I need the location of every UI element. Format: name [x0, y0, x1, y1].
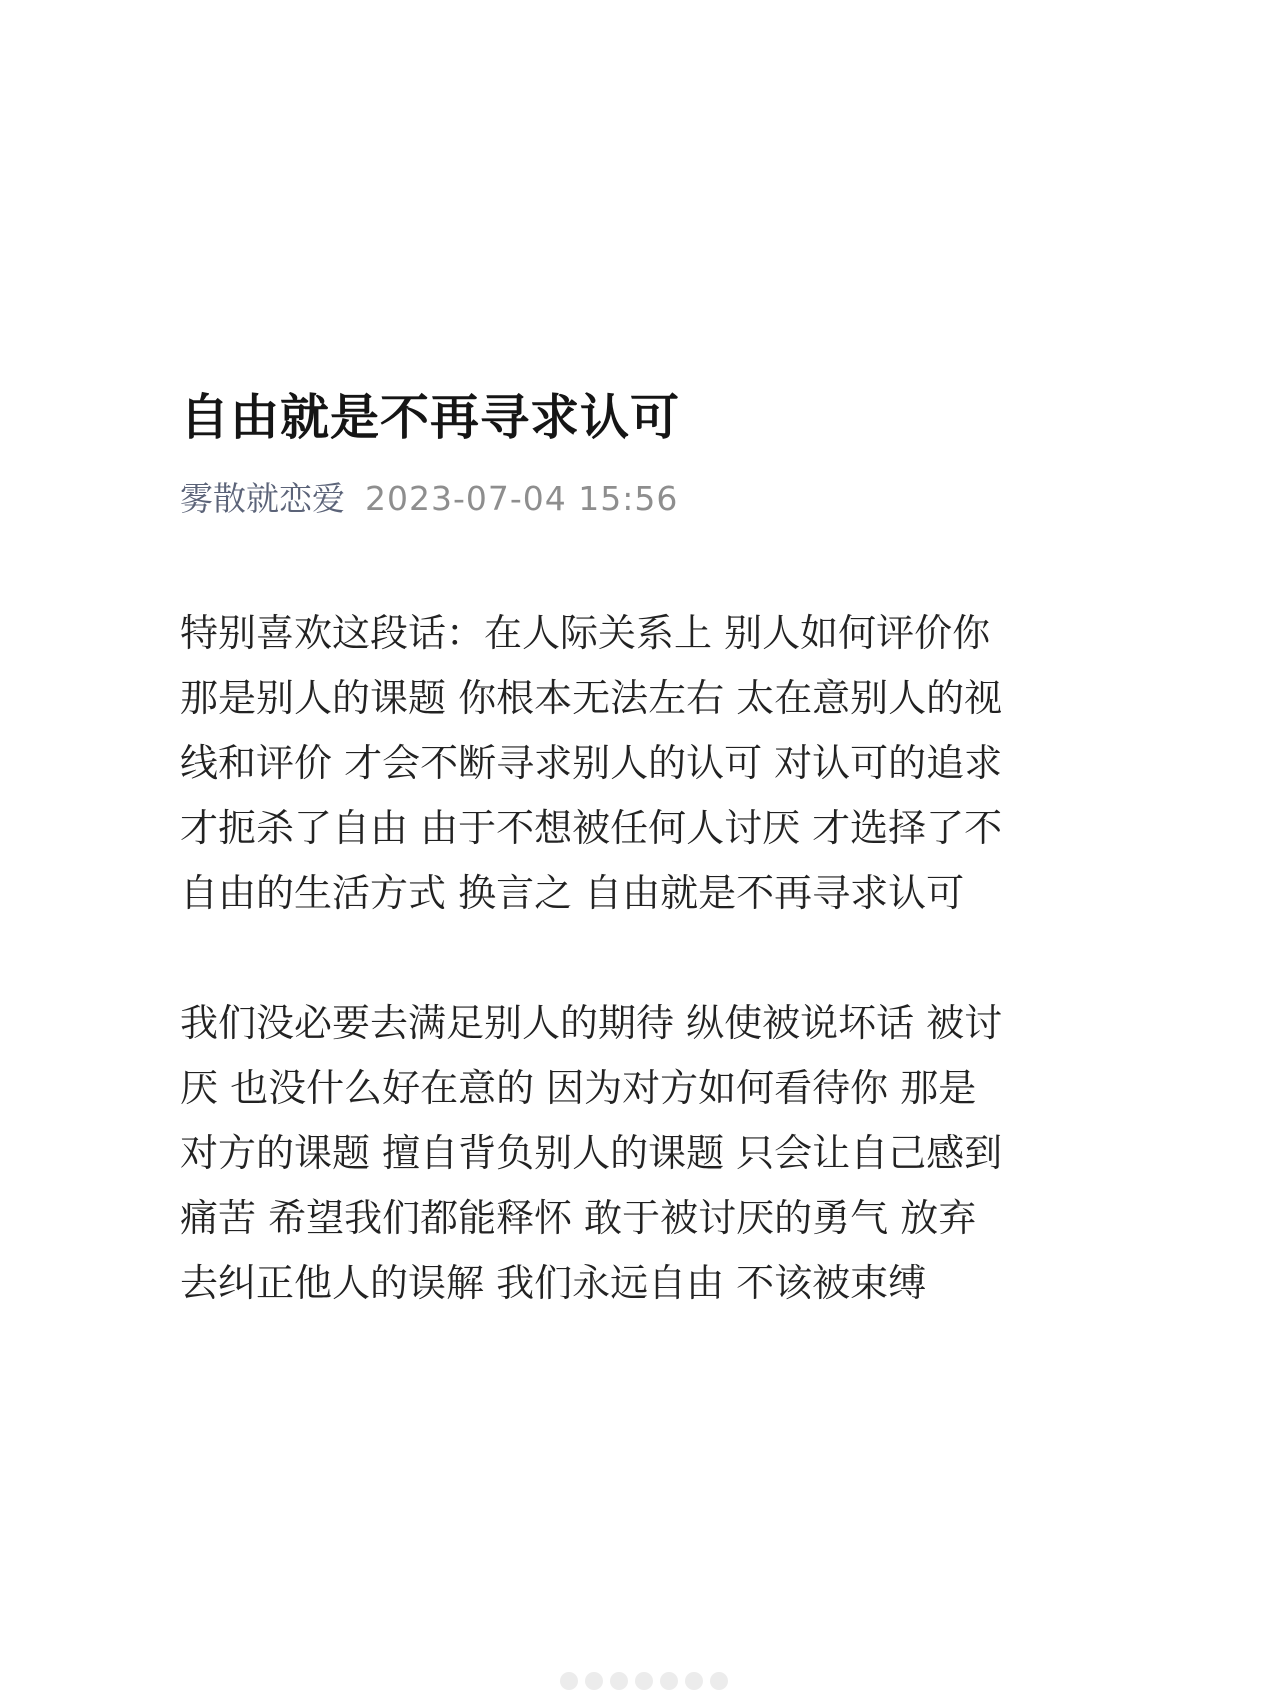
watermark-dot-icon [685, 1672, 703, 1690]
text-line: 特别喜欢这段话：在人际关系上 别人如何评价你 [180, 611, 991, 655]
text-line: 厌 也没什么好在意的 因为对方如何看待你 那是 [180, 1066, 977, 1110]
watermark-dot-icon [585, 1672, 603, 1690]
paragraph [180, 991, 1120, 1316]
watermark-dot-icon [560, 1672, 578, 1690]
text-line: 线和评价 才会不断寻求别人的认可 对认可的追求 [180, 741, 1003, 785]
paragraph [180, 601, 1120, 926]
article [180, 385, 1120, 1381]
watermark-dot-icon [710, 1672, 728, 1690]
publish-date: 2023-07-04 15:56 [365, 479, 679, 518]
watermark-dot-icon [635, 1672, 653, 1690]
text-line: 去纠正他人的误解 我们永远自由 不该被束缚 [180, 1261, 927, 1305]
text-line: 才扼杀了自由 由于不想被任何人讨厌 才选择了不 [180, 806, 1003, 850]
text-line: 我们没必要去满足别人的期待 纵使被说坏话 被讨 [180, 1001, 1003, 1045]
text-line: 痛苦 希望我们都能释怀 敢于被讨厌的勇气 放弃 [180, 1196, 977, 1240]
article-title: 自由就是不再寻求认可 [180, 389, 681, 446]
article-body [180, 601, 1120, 1316]
text-line: 对方的课题 擅自背负别人的课题 只会让自己感到 [180, 1131, 1003, 1175]
text-line: 自由的生活方式 换言之 自由就是不再寻求认可 [180, 871, 965, 915]
author-name[interactable]: 雾散就恋爱 [180, 479, 345, 518]
article-meta [180, 477, 1120, 521]
text-line: 那是别人的课题 你根本无法左右 太在意别人的视 [180, 676, 1003, 720]
watermark-dot-icon [660, 1672, 678, 1690]
watermark-logo [560, 1672, 728, 1690]
watermark-dot-icon [610, 1672, 628, 1690]
